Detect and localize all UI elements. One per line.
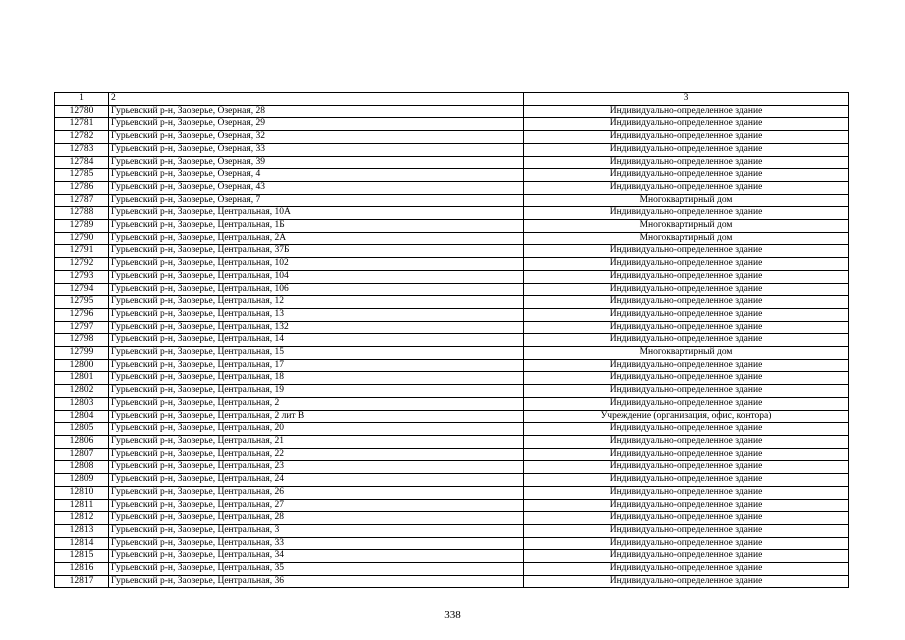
table-row (55, 207, 849, 220)
address-cell: Гурьевский р-н, Заозерье, Центральная, 23 (109, 461, 524, 474)
table-row (55, 512, 849, 525)
table-row (55, 486, 849, 499)
row-number-cell: 12803 (55, 397, 109, 410)
address-cell: Гурьевский р-н, Заозерье, Центральная, 33 (109, 537, 524, 550)
object-type-cell: Индивидуально-определенное здание (524, 397, 849, 410)
row-number-cell: 12780 (55, 105, 109, 118)
object-type-cell: Индивидуально-определенное здание (524, 435, 849, 448)
address-cell: Гурьевский р-н, Заозерье, Центральная, 102 (109, 258, 524, 271)
table-row (55, 359, 849, 372)
address-cell: Гурьевский р-н, Заозерье, Озерная, 29 (109, 118, 524, 131)
row-number-cell: 12811 (55, 499, 109, 512)
address-cell: Гурьевский р-н, Заозерье, Центральная, 132 (109, 321, 524, 334)
address-cell: Гурьевский р-н, Заозерье, Центральная, 37Б (109, 245, 524, 258)
object-type-cell: Индивидуально-определенное здание (524, 423, 849, 436)
table-header (55, 93, 849, 106)
header-col-2: 2 (109, 93, 524, 106)
table-row (55, 156, 849, 169)
table-row (55, 575, 849, 588)
row-number-cell: 12787 (55, 194, 109, 207)
object-type-cell: Индивидуально-определенное здание (524, 143, 849, 156)
row-number-cell: 12810 (55, 486, 109, 499)
row-number-cell: 12789 (55, 220, 109, 233)
table-row (55, 245, 849, 258)
object-type-cell: Индивидуально-определенное здание (524, 550, 849, 563)
address-cell: Гурьевский р-н, Заозерье, Центральная, 12 (109, 296, 524, 309)
address-cell: Гурьевский р-н, Заозерье, Центральная, 3 (109, 524, 524, 537)
table-row (55, 474, 849, 487)
table-row (55, 372, 849, 385)
object-type-cell: Индивидуально-определенное здание (524, 296, 849, 309)
table-row (55, 385, 849, 398)
address-cell: Гурьевский р-н, Заозерье, Центральная, 106 (109, 283, 524, 296)
row-number-cell: 12791 (55, 245, 109, 258)
table-row (55, 220, 849, 233)
address-cell: Гурьевский р-н, Заозерье, Озерная, 39 (109, 156, 524, 169)
object-type-cell: Индивидуально-определенное здание (524, 308, 849, 321)
row-number-cell: 12813 (55, 524, 109, 537)
row-number-cell: 12785 (55, 169, 109, 182)
object-type-cell: Индивидуально-определенное здание (524, 385, 849, 398)
table-row (55, 397, 849, 410)
table-row (55, 181, 849, 194)
row-number-cell: 12786 (55, 181, 109, 194)
row-number-cell: 12798 (55, 334, 109, 347)
row-number-cell: 12804 (55, 410, 109, 423)
registry-table (54, 92, 849, 588)
row-number-cell: 12799 (55, 347, 109, 360)
table-row (55, 435, 849, 448)
row-number-cell: 12809 (55, 474, 109, 487)
object-type-cell: Индивидуально-определенное здание (524, 181, 849, 194)
object-type-cell: Индивидуально-определенное здание (524, 372, 849, 385)
object-type-cell: Индивидуально-определенное здание (524, 169, 849, 182)
table-row (55, 118, 849, 131)
table-row (55, 410, 849, 423)
row-number-cell: 12783 (55, 143, 109, 156)
address-cell: Гурьевский р-н, Заозерье, Озерная, 28 (109, 105, 524, 118)
table-row (55, 283, 849, 296)
table-row (55, 321, 849, 334)
row-number-cell: 12794 (55, 283, 109, 296)
row-number-cell: 12796 (55, 308, 109, 321)
object-type-cell: Учреждение (организация, офис, контора) (524, 410, 849, 423)
address-cell: Гурьевский р-н, Заозерье, Озерная, 43 (109, 181, 524, 194)
object-type-cell: Многоквартирный дом (524, 220, 849, 233)
address-cell: Гурьевский р-н, Заозерье, Центральная, 104 (109, 270, 524, 283)
header-row (55, 93, 849, 106)
row-number-cell: 12797 (55, 321, 109, 334)
table-row (55, 334, 849, 347)
header-col-3: 3 (524, 93, 849, 106)
object-type-cell: Индивидуально-определенное здание (524, 105, 849, 118)
object-type-cell: Индивидуально-определенное здание (524, 575, 849, 588)
object-type-cell: Индивидуально-определенное здание (524, 207, 849, 220)
address-cell: Гурьевский р-н, Заозерье, Центральная, 28 (109, 512, 524, 525)
address-cell: Гурьевский р-н, Заозерье, Центральная, 17 (109, 359, 524, 372)
object-type-cell: Индивидуально-определенное здание (524, 512, 849, 525)
table-row (55, 550, 849, 563)
address-cell: Гурьевский р-н, Заозерье, Центральная, 2А (109, 232, 524, 245)
object-type-cell: Индивидуально-определенное здание (524, 258, 849, 271)
table-row (55, 232, 849, 245)
row-number-cell: 12802 (55, 385, 109, 398)
address-cell: Гурьевский р-н, Заозерье, Центральная, 22 (109, 448, 524, 461)
row-number-cell: 12784 (55, 156, 109, 169)
address-cell: Гурьевский р-н, Заозерье, Центральная, 35 (109, 563, 524, 576)
object-type-cell: Индивидуально-определенное здание (524, 131, 849, 144)
table-row (55, 461, 849, 474)
address-cell: Гурьевский р-н, Заозерье, Центральная, 21 (109, 435, 524, 448)
object-type-cell: Индивидуально-определенное здание (524, 270, 849, 283)
object-type-cell: Индивидуально-определенное здание (524, 283, 849, 296)
object-type-cell: Индивидуально-определенное здание (524, 563, 849, 576)
table-row (55, 347, 849, 360)
address-cell: Гурьевский р-н, Заозерье, Центральная, 15 (109, 347, 524, 360)
row-number-cell: 12793 (55, 270, 109, 283)
object-type-cell: Индивидуально-определенное здание (524, 245, 849, 258)
row-number-cell: 12812 (55, 512, 109, 525)
row-number-cell: 12795 (55, 296, 109, 309)
table-row (55, 131, 849, 144)
table-row (55, 499, 849, 512)
row-number-cell: 12815 (55, 550, 109, 563)
address-cell: Гурьевский р-н, Заозерье, Озерная, 4 (109, 169, 524, 182)
object-type-cell: Многоквартирный дом (524, 194, 849, 207)
header-col-1: 1 (55, 93, 109, 106)
row-number-cell: 12808 (55, 461, 109, 474)
table-row (55, 448, 849, 461)
object-type-cell: Многоквартирный дом (524, 232, 849, 245)
object-type-cell: Индивидуально-определенное здание (524, 359, 849, 372)
address-cell: Гурьевский р-н, Заозерье, Центральная, 34 (109, 550, 524, 563)
address-cell: Гурьевский р-н, Заозерье, Центральная, 18 (109, 372, 524, 385)
address-cell: Гурьевский р-н, Заозерье, Центральная, 36 (109, 575, 524, 588)
address-cell: Гурьевский р-н, Заозерье, Центральная, 13 (109, 308, 524, 321)
object-type-cell: Индивидуально-определенное здание (524, 537, 849, 550)
page-number: 338 (444, 609, 461, 621)
object-type-cell: Индивидуально-определенное здание (524, 156, 849, 169)
row-number-cell: 12814 (55, 537, 109, 550)
object-type-cell: Индивидуально-определенное здание (524, 321, 849, 334)
object-type-cell: Индивидуально-определенное здание (524, 486, 849, 499)
table-row (55, 537, 849, 550)
table-row (55, 563, 849, 576)
table-row (55, 194, 849, 207)
object-type-cell: Индивидуально-определенное здание (524, 118, 849, 131)
address-cell: Гурьевский р-н, Заозерье, Озерная, 33 (109, 143, 524, 156)
address-cell: Гурьевский р-н, Заозерье, Центральная, 10А (109, 207, 524, 220)
address-cell: Гурьевский р-н, Заозерье, Центральная, 27 (109, 499, 524, 512)
row-number-cell: 12816 (55, 563, 109, 576)
address-cell: Гурьевский р-н, Заозерье, Центральная, 14 (109, 334, 524, 347)
object-type-cell: Многоквартирный дом (524, 347, 849, 360)
object-type-cell: Индивидуально-определенное здание (524, 448, 849, 461)
address-cell: Гурьевский р-н, Заозерье, Центральная, 2 лит В (109, 410, 524, 423)
row-number-cell: 12790 (55, 232, 109, 245)
address-cell: Гурьевский р-н, Заозерье, Центральная, 19 (109, 385, 524, 398)
object-type-cell: Индивидуально-определенное здание (524, 524, 849, 537)
table-row (55, 524, 849, 537)
row-number-cell: 12782 (55, 131, 109, 144)
table-row (55, 143, 849, 156)
row-number-cell: 12792 (55, 258, 109, 271)
table-row (55, 105, 849, 118)
row-number-cell: 12788 (55, 207, 109, 220)
row-number-cell: 12801 (55, 372, 109, 385)
table-row (55, 270, 849, 283)
table-row (55, 258, 849, 271)
row-number-cell: 12807 (55, 448, 109, 461)
table-row (55, 296, 849, 309)
address-cell: Гурьевский р-н, Заозерье, Озерная, 7 (109, 194, 524, 207)
address-cell: Гурьевский р-н, Заозерье, Центральная, 2 (109, 397, 524, 410)
object-type-cell: Индивидуально-определенное здание (524, 461, 849, 474)
object-type-cell: Индивидуально-определенное здание (524, 334, 849, 347)
row-number-cell: 12805 (55, 423, 109, 436)
address-cell: Гурьевский р-н, Заозерье, Центральная, 26 (109, 486, 524, 499)
row-number-cell: 12817 (55, 575, 109, 588)
table-row (55, 308, 849, 321)
address-cell: Гурьевский р-н, Заозерье, Центральная, 24 (109, 474, 524, 487)
table-row (55, 423, 849, 436)
row-number-cell: 12806 (55, 435, 109, 448)
address-cell: Гурьевский р-н, Заозерье, Озерная, 32 (109, 131, 524, 144)
table-row (55, 169, 849, 182)
object-type-cell: Индивидуально-определенное здание (524, 499, 849, 512)
address-cell: Гурьевский р-н, Заозерье, Центральная, 20 (109, 423, 524, 436)
row-number-cell: 12800 (55, 359, 109, 372)
address-cell: Гурьевский р-н, Заозерье, Центральная, 1Б (109, 220, 524, 233)
row-number-cell: 12781 (55, 118, 109, 131)
object-type-cell: Индивидуально-определенное здание (524, 474, 849, 487)
table-body (55, 105, 849, 588)
